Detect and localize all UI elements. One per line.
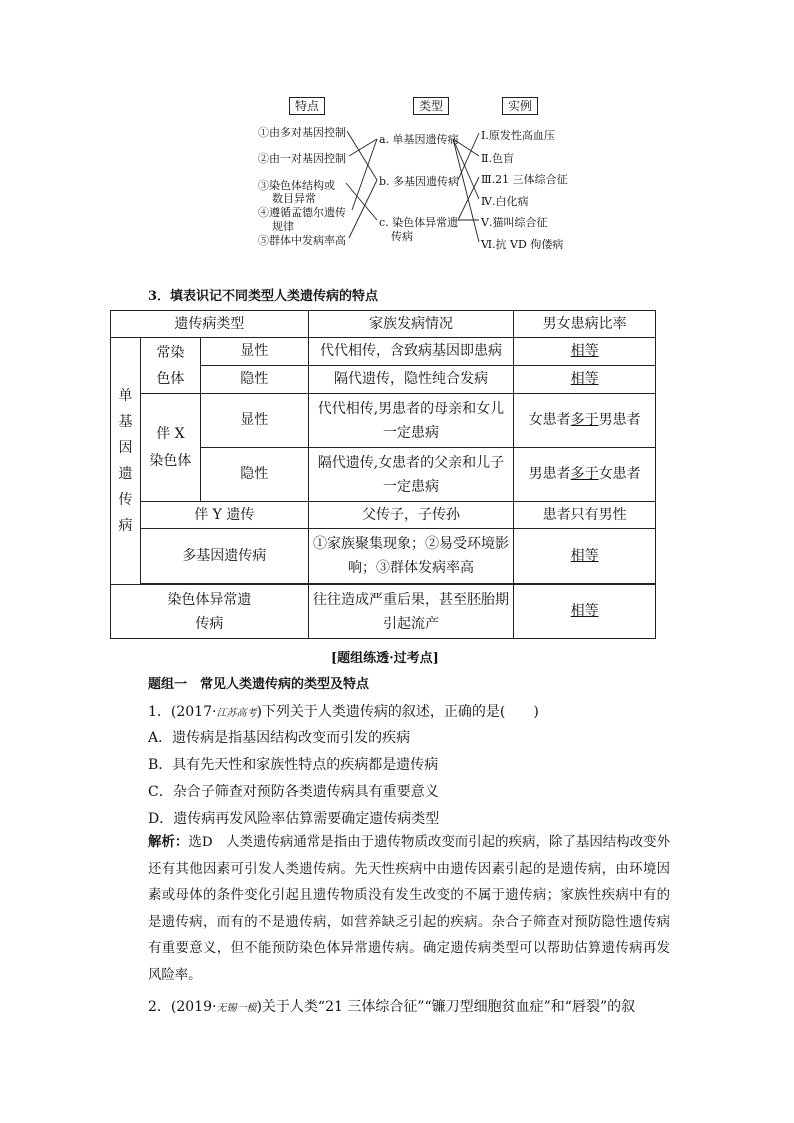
feature-3-cont: 数目异常 bbox=[272, 192, 316, 205]
auto-rec-ratio: 相等 bbox=[570, 371, 599, 387]
x-dom-ratio: 女患者多于男患者 bbox=[514, 394, 656, 448]
header-features: 特点 bbox=[289, 97, 325, 115]
x-recessive: 隐性 bbox=[200, 448, 308, 502]
feature-4: ④遵循孟德尔遗传 bbox=[258, 206, 346, 219]
auto-recessive: 隐性 bbox=[200, 366, 308, 394]
type-b: b. 多基因遗传病 bbox=[379, 175, 460, 188]
polygenic-family: ①家族聚集现象；②易受环境影 响；③群体发病率高 bbox=[308, 529, 514, 584]
y-linked-family: 父传子，子传孙 bbox=[308, 502, 514, 529]
auto-dom-ratio: 相等 bbox=[570, 343, 599, 359]
q1-option-c: C．杂合子筛查对预防各类遗传病具有重要意义 bbox=[148, 784, 439, 800]
type-a: a. 单基因遗传病 bbox=[379, 133, 459, 146]
example-6: Ⅵ.抗 VD 佝偻病 bbox=[481, 238, 564, 251]
group-title: 题组一 常见人类遗传病的类型及特点 bbox=[148, 677, 370, 692]
auto-dom-family: 代代相传，含致病基因即患病 bbox=[308, 338, 514, 366]
y-linked-ratio: 患者只有男性 bbox=[514, 502, 656, 529]
single-gene-label: 单基因遗传病 bbox=[111, 338, 141, 585]
chromosomal-family: 往往造成严重后果，甚至胚胎期 引起流产 bbox=[308, 585, 514, 639]
auto-rec-family: 隔代遗传，隐性纯合发病 bbox=[308, 366, 514, 394]
q1-analysis: 解析：选D 人类遗传病通常是指由于遗传物质改变而引起的疾病，除了基因结构改变外还有其他因素可引发人类遗传病。先天性疾病中由遗传因素引起的是遗传病，由环境因素或母体的条件变化引起且遗传物质没有发生改变的不属于遗传病；家族性疾病中有的是遗传病，而有的不是遗传病，如营养缺乏引起的疾病。杂合子筛查对预防隐性遗传病有重要意义，但不能预防染色体异常遗传病。确定遗传病类型可以帮助估算遗传病再发风险率。 bbox=[148, 834, 671, 983]
q1-stem: 1．(2017·江苏高考)下列关于人类遗传病的叙述，正确的是( ) bbox=[148, 704, 539, 720]
q2-stem: 2．(2019·无锡一模)关于人类“21 三体综合征”“镰刀型细胞贫血症”和“唇裂”的叙 bbox=[148, 999, 636, 1015]
x-dominant: 显性 bbox=[200, 394, 308, 448]
feature-4-cont: 规律 bbox=[272, 220, 294, 233]
q1-option-a: A．遗传病是指基因结构改变而引发的疾病 bbox=[148, 730, 411, 746]
q1-option-b: B．具有先天性和家族性特点的疾病都是遗传病 bbox=[148, 757, 439, 773]
feature-5: ⑤群体中发病率高 bbox=[258, 234, 346, 247]
section-title: 3．填表识记不同类型人类遗传病的特点 bbox=[148, 289, 379, 304]
chromosomal-ratio: 相等 bbox=[570, 603, 599, 619]
y-linked-type: 伴 Y 遗传 bbox=[140, 502, 308, 529]
col-header-ratio: 男女患病比率 bbox=[514, 311, 656, 338]
header-examples: 实例 bbox=[502, 97, 538, 115]
q1-option-d: D．遗传病再发风险率估算需要确定遗传病类型 bbox=[148, 811, 440, 827]
type-c: c. 染色体异常遗 bbox=[379, 216, 459, 229]
x-dom-family: 代代相传,男患者的母亲和女儿 一定患病 bbox=[308, 394, 514, 448]
x-linked-label: 伴 X 染色体 bbox=[140, 394, 200, 502]
example-1: Ⅰ.原发性高血压 bbox=[481, 129, 555, 142]
polygenic-type: 多基因遗传病 bbox=[140, 529, 308, 584]
type-c-cont: 传病 bbox=[391, 230, 413, 243]
connector-lines bbox=[0, 0, 794, 260]
col-header-type: 遗传病类型 bbox=[111, 311, 309, 338]
col-header-family: 家族发病情况 bbox=[308, 311, 514, 338]
example-2: Ⅱ.色盲 bbox=[481, 152, 514, 165]
example-4: Ⅳ.白化病 bbox=[481, 195, 529, 208]
example-3: Ⅲ.21 三体综合征 bbox=[481, 173, 568, 186]
practice-heading: [题组练透·过考点] bbox=[331, 651, 439, 666]
autosomal-label: 常染色体 bbox=[140, 338, 200, 394]
chromosomal-type: 染色体异常遗 传病 bbox=[111, 585, 309, 639]
header-types: 类型 bbox=[413, 97, 449, 115]
feature-2: ②由一对基因控制 bbox=[258, 152, 346, 165]
x-rec-ratio: 男患者多于女患者 bbox=[514, 448, 656, 502]
auto-dominant: 显性 bbox=[200, 338, 308, 366]
x-rec-family: 隔代遗传,女患者的父亲和儿子 一定患病 bbox=[308, 448, 514, 502]
disease-table bbox=[110, 310, 656, 639]
example-5: Ⅴ.猫叫综合征 bbox=[481, 216, 548, 229]
feature-1: ①由多对基因控制 bbox=[258, 126, 346, 139]
feature-3: ③染色体结构或 bbox=[258, 179, 335, 192]
polygenic-ratio: 相等 bbox=[570, 547, 599, 564]
